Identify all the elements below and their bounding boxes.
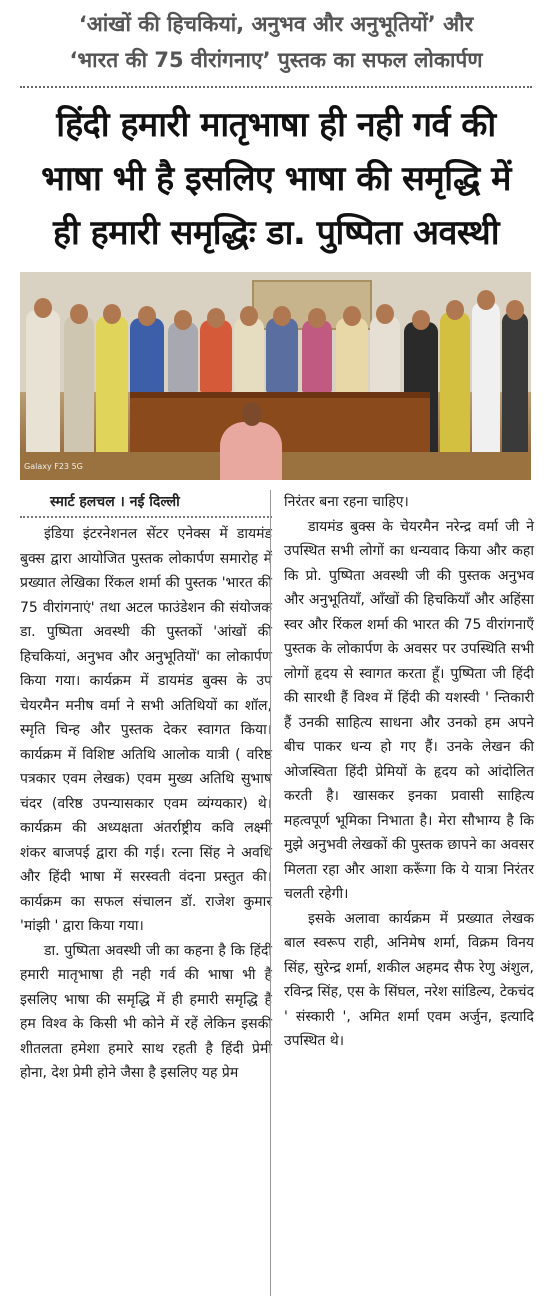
headline-line-3: ही हमारी समृद्धिः डा. पुष्पिता अवस्थी (52, 213, 500, 253)
photo-person (64, 316, 94, 456)
photo-person-head (174, 310, 192, 330)
photo-person-head (446, 300, 464, 320)
photo-caption: Galaxy F23 5G (24, 462, 83, 471)
headline-line-2: भाषा भी है इसलिए भाषा की समृद्धि में (41, 159, 511, 199)
headline-line-1: हिंदी हमारी मातृभाषा ही नही गर्व की (56, 105, 496, 145)
kicker-divider (20, 86, 532, 88)
column-right (284, 490, 534, 1054)
photo-person-head (308, 308, 326, 328)
photo-person-head (70, 304, 88, 324)
photo-person (96, 316, 128, 456)
photo-person (502, 312, 528, 462)
paragraph: निरंतर बना रहना चाहिए। (284, 494, 409, 510)
paragraph: डा. पुष्पिता अवस्थी जी का कहना है कि हिंदी हमारी मातृभाषा ही नही गर्व की भाषा भी है इसलिए भाषा की समृद्धि में ही हमारी समृद्धि है हम विश्व के किसी भी कोने में रहें लेकिन इसकी शीतलता हमेशा हमारे साथ रहती है हिंदी प्रेमी होना, देश प्रेमी होने जैसा है इसलिए यह प्रेम (20, 942, 272, 1081)
photo-person-head (506, 300, 524, 320)
photo-person-head (477, 290, 495, 310)
photo-person (370, 316, 400, 392)
photo-person (200, 320, 232, 392)
photo-person (266, 318, 298, 392)
column-left (20, 490, 272, 1086)
photo-person (220, 422, 282, 480)
photo-person-head (412, 310, 430, 330)
photo-person-head (376, 304, 394, 324)
paragraph: डायमंड बुक्स के चेयरमैन नरेन्द्र वर्मा जी ने उपस्थित सभी लोगों का धन्यवाद किया और कहा कि प्रो. पुष्पिता अवस्थी जी की पुस्तक अनुभव और अनुभूतियाँ, आँखों की हिचकियाँ और अहिंसा स्वर और रिंकल शर्मा की भारत की 75 वीरांगनाएँ पुस्तक के लोकार्पण के अवसर पर उपस्थिति सभी लोगों हृदय से स्वागत करता हूँ। पुष्पिता जी हिंदी की सारथी हैं विश्व में हिंदी की यशस्वी ' न्तिकारी हैं उनकी साहित्य साधना और उनको हम अपने बीच पाकर धन्य हो गए हैं। उनके लेखन की ओजस्विता हिंदी प्रेमियों के हृदय को आंदोलित करती है। खासकर इनका प्रवासी साहित्य महत्वपूर्ण भूमिका निभाता है। मेरा सौभाग्य है कि मुझे अनुभवी लेखकों की पुस्तक छापने का अवसर मिलता रहा और आशा करूँगा कि ये यात्रा निरंतर चलती रहेगी। (284, 518, 534, 902)
event-photo (20, 272, 531, 480)
column-divider (270, 490, 271, 1296)
photo-person-head (138, 306, 156, 326)
headline (0, 98, 552, 260)
paragraph: इसके अलावा कार्यक्रम में प्रख्यात लेखक बाल स्वरूप राही, अनिमेष शर्मा, विक्रम विनय सिंह, सुरेन्द्र शर्मा, शकील अहमद सैफ रेणु अंशुल, रविन्द्र सिंह, एस के सिंघल, नरेश सांडिल्य, टेकचंद ' संस्कारी ', अमित शर्मा एवम अर्जुन, इत्यादि उपस्थित थे। (284, 910, 534, 1049)
photo-person (168, 322, 198, 392)
kicker-line-2: ‘भारत की 75 वीरांगनाए’ पुस्तक का सफल लोकार्पण (69, 48, 483, 72)
photo-person-head (34, 298, 52, 318)
photo-person (302, 320, 332, 392)
photo-person-head (343, 306, 361, 326)
photo-person (472, 302, 500, 462)
photo-person (26, 310, 60, 460)
paragraph: इंडिया इंटरनेशनल सेंटर एनेक्स में डायमंड बुक्स द्वारा आयोजित पुस्तक लोकार्पण समारोह में प्रख्यात लेखिका रिंकल शर्मा की पुस्तक 'भारत की 75 वीरांगनाएं' तथा अटल फाउंडेशन की संयोजक डा. पुष्पिता अवस्थी की पुस्तकों 'आंखों की हिचकियां, अनुभव और अनुभूतियों' का लोकार्पण किया गया। कार्यक्रम में डायमंड बुक्स के उप चेयरमैन मनीष वर्मा ने सभी अतिथियों का शॉल, स्मृति चिन्ह और पुस्तक देकर स्वागत किया। कार्यक्रम में विशिष्ट अतिथि आलोक यात्री ( वरिष्ठ पत्रकार एवम लेखक) एवम मुख्य अतिथि सुभाष चंदर (वरिष्ठ उपन्यासकार एवम व्यंग्यकार) थे। कार्यक्रम की अध्यक्षता अंतर्राष्ट्रीय कवि लक्ष्मी शंकर बाजपई द्वारा की गई। रत्ना सिंह ने अवधि और हिंदी भाषा में सरस्वती वंदना प्रस्तुत की। कार्यक्रम का सफल संचालन डॉ. राजेश कुमार 'मांझी ' द्वारा किया गया। (20, 526, 272, 934)
photo-person (440, 312, 470, 462)
kicker (0, 6, 552, 78)
photo-person-head (103, 304, 121, 324)
photo-person (234, 318, 264, 392)
photo-person-head (240, 306, 258, 326)
photo-person-head (242, 402, 262, 426)
photo-person-head (273, 306, 291, 326)
kicker-line-1: ‘आंखों की हिचकियां, अनुभव और अनुभूतियों’ और (78, 12, 474, 36)
photo-person-head (207, 308, 225, 328)
dateline: स्मार्ट हलचल । नई दिल्ली (20, 490, 272, 518)
photo-person (336, 318, 368, 392)
